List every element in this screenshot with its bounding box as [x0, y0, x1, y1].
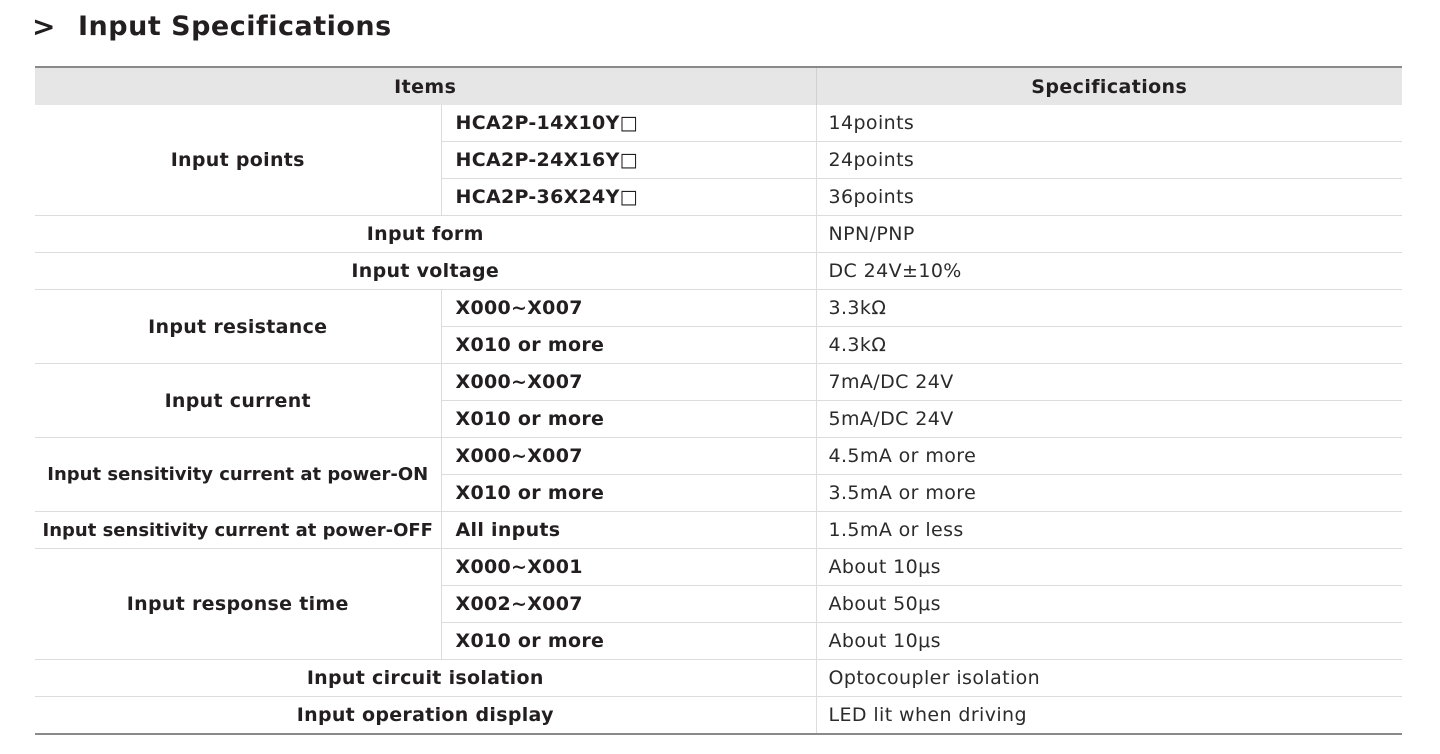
row-item-label: Input sensitivity current at power-ON: [35, 438, 441, 512]
row-spec-value: DC 24V±10%: [816, 253, 1402, 290]
row-item-label: Input response time: [35, 549, 441, 660]
row-spec-value: Optocoupler isolation: [816, 660, 1402, 697]
row-sub-label: X000~X007: [441, 438, 816, 475]
table-row: [35, 105, 1402, 142]
row-sub-label: HCA2P-36X24Y□: [441, 179, 816, 216]
table-row: [35, 364, 1402, 401]
row-item-label: Input sensitivity current at power-OFF: [35, 512, 441, 549]
table-header-row: [35, 67, 1402, 105]
row-sub-label: All inputs: [441, 512, 816, 549]
row-item-label: Input points: [35, 105, 441, 216]
column-header-specifications: Specifications: [816, 67, 1402, 105]
column-header-items: Items: [35, 67, 816, 105]
row-spec-value: About 50μs: [816, 586, 1402, 623]
table-row: [35, 290, 1402, 327]
row-sub-label: HCA2P-14X10Y□: [441, 105, 816, 142]
row-spec-value: 24points: [816, 142, 1402, 179]
row-sub-label: X000~X001: [441, 549, 816, 586]
row-sub-label: HCA2P-24X16Y□: [441, 142, 816, 179]
row-item-label: Input voltage: [35, 253, 816, 290]
row-sub-label: X010 or more: [441, 327, 816, 364]
table-row: [35, 512, 1402, 549]
row-spec-value: 4.5mA or more: [816, 438, 1402, 475]
row-sub-label: X000~X007: [441, 290, 816, 327]
row-item-label: Input operation display: [35, 697, 816, 735]
row-sub-label: X002~X007: [441, 586, 816, 623]
row-sub-label: X000~X007: [441, 364, 816, 401]
table-row: [35, 660, 1402, 697]
row-item-label: Input circuit isolation: [35, 660, 816, 697]
row-spec-value: 3.5mA or more: [816, 475, 1402, 512]
row-spec-value: NPN/PNP: [816, 216, 1402, 253]
row-spec-value: About 10μs: [816, 549, 1402, 586]
table-row: [35, 253, 1402, 290]
row-item-label: Input resistance: [35, 290, 441, 364]
table-row: [35, 549, 1402, 586]
row-spec-value: 14points: [816, 105, 1402, 142]
row-sub-label: X010 or more: [441, 401, 816, 438]
row-sub-label: X010 or more: [441, 623, 816, 660]
row-spec-value: LED lit when driving: [828, 704, 1027, 726]
row-sub-label: X010 or more: [441, 475, 816, 512]
table-row: [35, 697, 1402, 735]
page-heading: [32, 6, 392, 46]
row-spec-value: 3.3kΩ: [816, 290, 1402, 327]
page-title: Input Specifications: [78, 10, 392, 42]
table-row: [35, 438, 1402, 475]
row-spec-value: 36points: [816, 179, 1402, 216]
row-item-label: Input form: [35, 216, 816, 253]
table-row: [35, 216, 1402, 253]
row-spec-value: 1.5mA or less: [816, 512, 1402, 549]
row-item-label: Input current: [35, 364, 441, 438]
row-spec-value: About 10μs: [816, 623, 1402, 660]
row-spec-value: 5mA/DC 24V: [816, 401, 1402, 438]
chevron-right-icon: >: [32, 9, 56, 43]
row-spec-value: 7mA/DC 24V: [816, 364, 1402, 401]
row-spec-value: 4.3kΩ: [816, 327, 1402, 364]
input-specifications-table: [35, 66, 1402, 735]
